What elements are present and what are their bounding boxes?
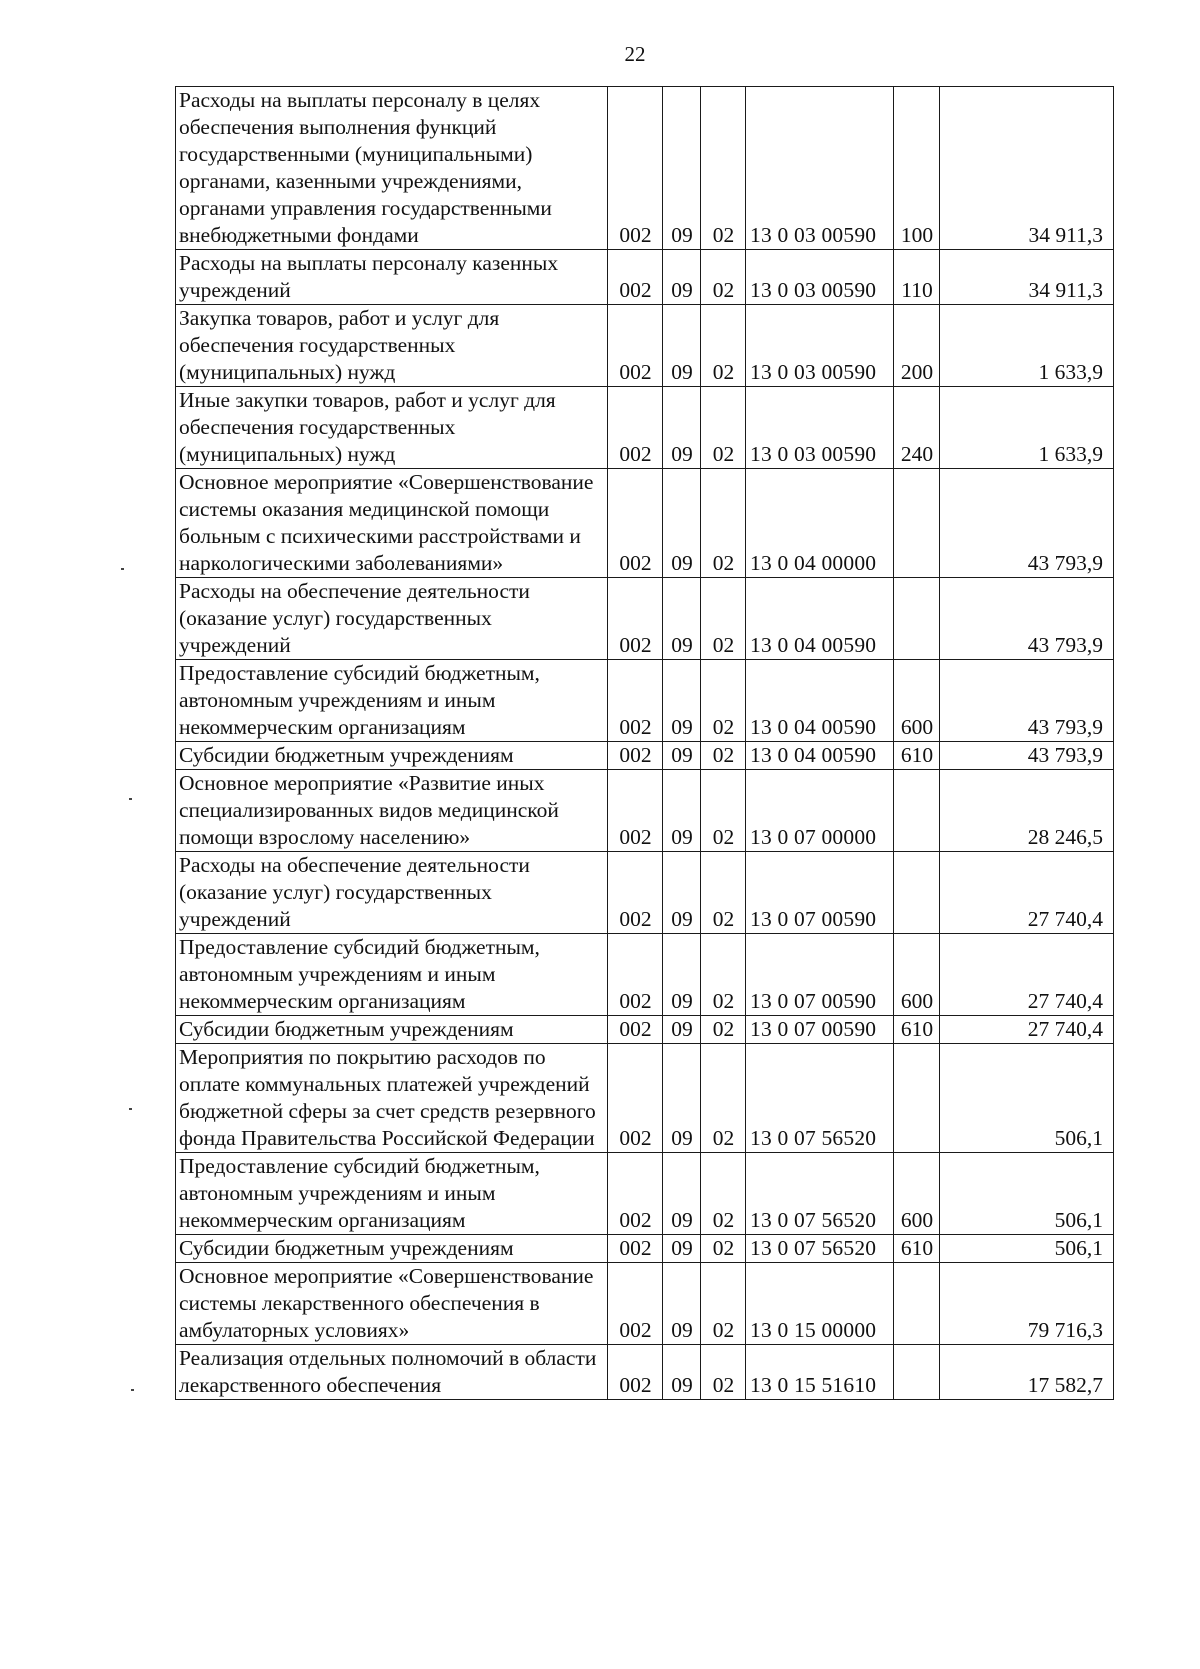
row-name-cell: Основное мероприятие «Совершенствование системы оказания медицинской помощи больным с психическими расстройствами и наркологическими заболеваниями» <box>176 469 608 578</box>
row-department-code-cell: 002 <box>608 1044 663 1153</box>
row-subsection-code-cell: 02 <box>701 660 746 742</box>
row-section-code-cell: 09 <box>663 469 701 578</box>
row-amount-cell: 1 633,9 <box>940 305 1114 387</box>
row-amount-cell: 34 911,3 <box>940 250 1114 305</box>
row-section-code-cell: 09 <box>663 1235 701 1263</box>
row-amount-cell: 79 716,3 <box>940 1263 1114 1345</box>
row-amount-cell: 28 246,5 <box>940 770 1114 852</box>
budget-table <box>175 86 1114 1400</box>
row-target-item-code-cell: 13 0 04 00590 <box>746 660 894 742</box>
row-amount-cell: 506,1 <box>940 1044 1114 1153</box>
row-subsection-code-cell: 02 <box>701 87 746 250</box>
row-target-item-code-cell: 13 0 03 00590 <box>746 250 894 305</box>
row-expense-type-code-cell: 610 <box>894 1235 940 1263</box>
row-subsection-code-cell: 02 <box>701 770 746 852</box>
row-subsection-code-cell: 02 <box>701 852 746 934</box>
scan-speck <box>121 568 124 570</box>
table-row <box>176 387 1114 469</box>
row-expense-type-code-cell <box>894 852 940 934</box>
row-target-item-code-cell: 13 0 03 00590 <box>746 87 894 250</box>
row-department-code-cell: 002 <box>608 660 663 742</box>
row-section-code-cell: 09 <box>663 87 701 250</box>
row-name-cell: Субсидии бюджетным учреждениям <box>176 742 608 770</box>
row-section-code-cell: 09 <box>663 578 701 660</box>
row-department-code-cell: 002 <box>608 469 663 578</box>
row-department-code-cell: 002 <box>608 250 663 305</box>
row-amount-cell: 43 793,9 <box>940 578 1114 660</box>
row-subsection-code-cell: 02 <box>701 469 746 578</box>
row-amount-cell: 27 740,4 <box>940 934 1114 1016</box>
row-department-code-cell: 002 <box>608 1016 663 1044</box>
row-name-cell: Мероприятия по покрытию расходов по оплате коммунальных платежей учреждений бюджетной сферы за счет средств резервного фонда Правительства Российской Федерации <box>176 1044 608 1153</box>
row-name-cell: Расходы на обеспечение деятельности (оказание услуг) государственных учреждений <box>176 578 608 660</box>
row-target-item-code-cell: 13 0 15 00000 <box>746 1263 894 1345</box>
row-subsection-code-cell: 02 <box>701 1263 746 1345</box>
scan-speck <box>129 1108 132 1110</box>
row-amount-cell: 43 793,9 <box>940 469 1114 578</box>
row-department-code-cell: 002 <box>608 1235 663 1263</box>
row-target-item-code-cell: 13 0 07 00590 <box>746 1016 894 1044</box>
row-department-code-cell: 002 <box>608 852 663 934</box>
row-target-item-code-cell: 13 0 07 56520 <box>746 1235 894 1263</box>
row-expense-type-code-cell: 110 <box>894 250 940 305</box>
row-subsection-code-cell: 02 <box>701 1044 746 1153</box>
row-target-item-code-cell: 13 0 04 00000 <box>746 469 894 578</box>
row-amount-cell: 34 911,3 <box>940 87 1114 250</box>
row-section-code-cell: 09 <box>663 742 701 770</box>
row-name-cell: Субсидии бюджетным учреждениям <box>176 1235 608 1263</box>
row-subsection-code-cell: 02 <box>701 250 746 305</box>
row-target-item-code-cell: 13 0 04 00590 <box>746 578 894 660</box>
row-expense-type-code-cell: 240 <box>894 387 940 469</box>
row-target-item-code-cell: 13 0 03 00590 <box>746 387 894 469</box>
row-subsection-code-cell: 02 <box>701 387 746 469</box>
row-department-code-cell: 002 <box>608 934 663 1016</box>
table-row <box>176 87 1114 250</box>
row-section-code-cell: 09 <box>663 1044 701 1153</box>
row-name-cell: Предоставление субсидий бюджетным, автономным учреждениям и иным некоммерческим организациям <box>176 660 608 742</box>
row-target-item-code-cell: 13 0 07 56520 <box>746 1153 894 1235</box>
row-name-cell: Субсидии бюджетным учреждениям <box>176 1016 608 1044</box>
row-department-code-cell: 002 <box>608 1345 663 1400</box>
row-amount-cell: 27 740,4 <box>940 1016 1114 1044</box>
row-target-item-code-cell: 13 0 07 00590 <box>746 934 894 1016</box>
row-expense-type-code-cell: 200 <box>894 305 940 387</box>
table-row <box>176 934 1114 1016</box>
row-expense-type-code-cell <box>894 1263 940 1345</box>
row-amount-cell: 506,1 <box>940 1153 1114 1235</box>
row-subsection-code-cell: 02 <box>701 934 746 1016</box>
row-amount-cell: 506,1 <box>940 1235 1114 1263</box>
row-subsection-code-cell: 02 <box>701 305 746 387</box>
row-expense-type-code-cell <box>894 469 940 578</box>
row-department-code-cell: 002 <box>608 578 663 660</box>
row-department-code-cell: 002 <box>608 1263 663 1345</box>
row-section-code-cell: 09 <box>663 387 701 469</box>
row-section-code-cell: 09 <box>663 934 701 1016</box>
table-row <box>176 852 1114 934</box>
scan-speck <box>131 1389 134 1391</box>
row-amount-cell: 43 793,9 <box>940 660 1114 742</box>
row-expense-type-code-cell <box>894 770 940 852</box>
row-amount-cell: 17 582,7 <box>940 1345 1114 1400</box>
row-amount-cell: 27 740,4 <box>940 852 1114 934</box>
row-expense-type-code-cell: 610 <box>894 1016 940 1044</box>
row-target-item-code-cell: 13 0 15 51610 <box>746 1345 894 1400</box>
table-row <box>176 250 1114 305</box>
row-amount-cell: 1 633,9 <box>940 387 1114 469</box>
table-row <box>176 660 1114 742</box>
row-section-code-cell: 09 <box>663 250 701 305</box>
table-row <box>176 1153 1114 1235</box>
row-department-code-cell: 002 <box>608 305 663 387</box>
row-department-code-cell: 002 <box>608 1153 663 1235</box>
row-section-code-cell: 09 <box>663 852 701 934</box>
row-name-cell: Основное мероприятие «Совершенствование системы лекарственного обеспечения в амбулаторных условиях» <box>176 1263 608 1345</box>
table-row <box>176 1044 1114 1153</box>
row-expense-type-code-cell: 610 <box>894 742 940 770</box>
table-row <box>176 1235 1114 1263</box>
row-department-code-cell: 002 <box>608 387 663 469</box>
row-name-cell: Реализация отдельных полномочий в области лекарственного обеспечения <box>176 1345 608 1400</box>
row-expense-type-code-cell: 600 <box>894 1153 940 1235</box>
row-amount-cell: 43 793,9 <box>940 742 1114 770</box>
row-name-cell: Предоставление субсидий бюджетным, автономным учреждениям и иным некоммерческим организациям <box>176 1153 608 1235</box>
row-section-code-cell: 09 <box>663 1153 701 1235</box>
row-section-code-cell: 09 <box>663 1345 701 1400</box>
row-subsection-code-cell: 02 <box>701 1016 746 1044</box>
row-subsection-code-cell: 02 <box>701 578 746 660</box>
row-expense-type-code-cell: 100 <box>894 87 940 250</box>
table-row <box>176 1016 1114 1044</box>
row-expense-type-code-cell <box>894 578 940 660</box>
row-name-cell: Расходы на выплаты персоналу в целях обеспечения выполнения функций государственными (муниципальными) органами, казенными учреждениями, органами управления государственными внебюджетными фондами <box>176 87 608 250</box>
row-department-code-cell: 002 <box>608 87 663 250</box>
row-target-item-code-cell: 13 0 04 00590 <box>746 742 894 770</box>
row-target-item-code-cell: 13 0 03 00590 <box>746 305 894 387</box>
row-expense-type-code-cell <box>894 1345 940 1400</box>
row-name-cell: Иные закупки товаров, работ и услуг для обеспечения государственных (муниципальных) нужд <box>176 387 608 469</box>
row-target-item-code-cell: 13 0 07 00590 <box>746 852 894 934</box>
row-subsection-code-cell: 02 <box>701 742 746 770</box>
row-target-item-code-cell: 13 0 07 00000 <box>746 770 894 852</box>
scan-speck <box>129 798 132 800</box>
row-name-cell: Закупка товаров, работ и услуг для обеспечения государственных (муниципальных) нужд <box>176 305 608 387</box>
row-name-cell: Предоставление субсидий бюджетным, автономным учреждениям и иным некоммерческим организациям <box>176 934 608 1016</box>
row-name-cell: Расходы на обеспечение деятельности (оказание услуг) государственных учреждений <box>176 852 608 934</box>
table-row <box>176 742 1114 770</box>
row-section-code-cell: 09 <box>663 660 701 742</box>
row-name-cell: Основное мероприятие «Развитие иных специализированных видов медицинской помощи взрослому населению» <box>176 770 608 852</box>
row-section-code-cell: 09 <box>663 305 701 387</box>
row-expense-type-code-cell: 600 <box>894 660 940 742</box>
table-row <box>176 1263 1114 1345</box>
row-expense-type-code-cell: 600 <box>894 934 940 1016</box>
row-department-code-cell: 002 <box>608 742 663 770</box>
row-subsection-code-cell: 02 <box>701 1235 746 1263</box>
table-row <box>176 770 1114 852</box>
row-section-code-cell: 09 <box>663 1263 701 1345</box>
row-target-item-code-cell: 13 0 07 56520 <box>746 1044 894 1153</box>
table-row <box>176 1345 1114 1400</box>
table-row <box>176 578 1114 660</box>
row-name-cell: Расходы на выплаты персоналу казенных учреждений <box>176 250 608 305</box>
row-subsection-code-cell: 02 <box>701 1345 746 1400</box>
row-department-code-cell: 002 <box>608 770 663 852</box>
table-row <box>176 305 1114 387</box>
row-subsection-code-cell: 02 <box>701 1153 746 1235</box>
row-section-code-cell: 09 <box>663 770 701 852</box>
row-section-code-cell: 09 <box>663 1016 701 1044</box>
table-row <box>176 469 1114 578</box>
page-number: 22 <box>624 42 646 66</box>
row-expense-type-code-cell <box>894 1044 940 1153</box>
